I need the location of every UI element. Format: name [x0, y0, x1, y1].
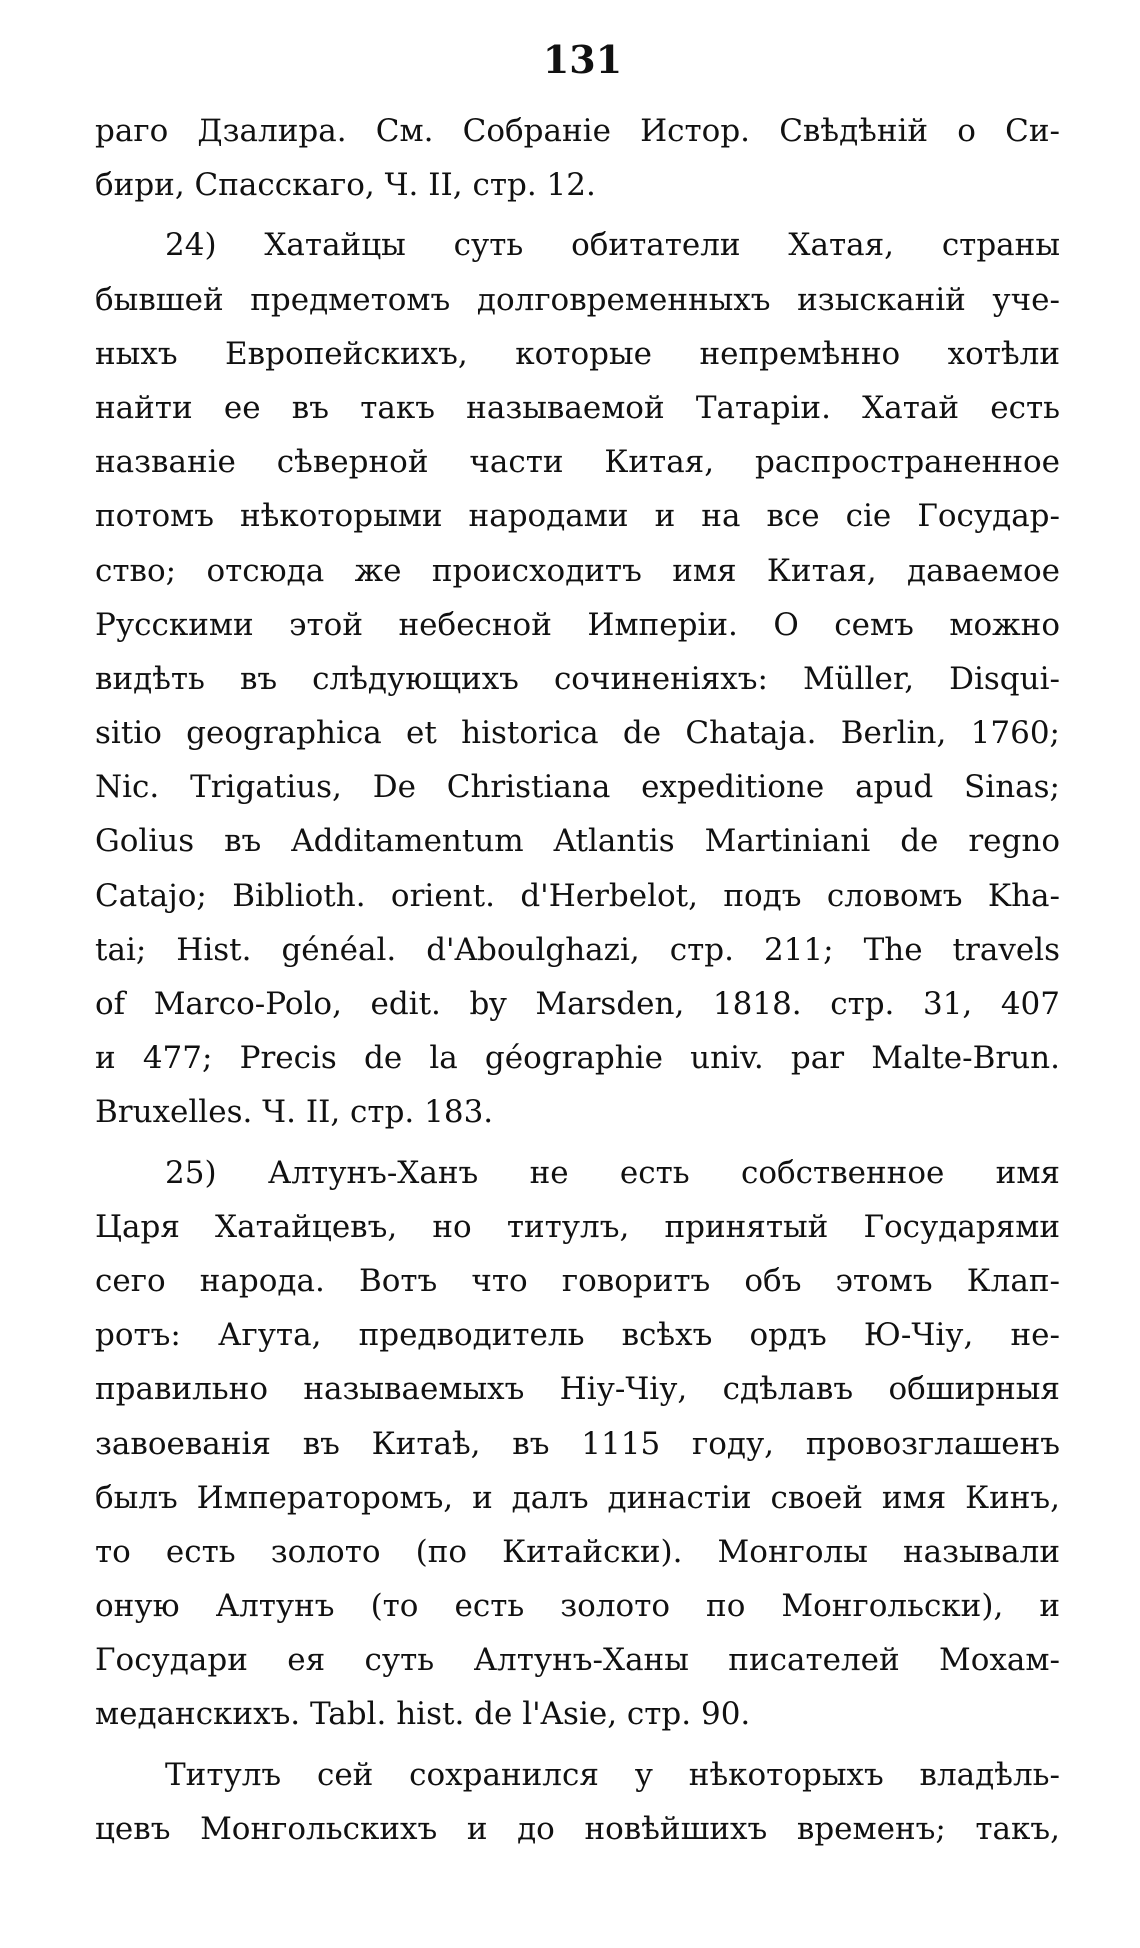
text-line: то есть золото (по Китайски). Монголы называли [95, 1533, 1060, 1570]
text-line: Царя Хатайцевъ, но титулъ, принятый Государями [95, 1208, 1060, 1245]
text-line: Nic. Trigatius, De Christiana expeditione apud Sinas; [95, 769, 1060, 806]
text-line: найти ее въ такъ называемой Татаріи. Хатай есть [95, 389, 1060, 426]
text-line: раго Дзалира. См. Собраніе Истор. Свѣдѣній о Си- [95, 113, 1060, 149]
text-line: Титулъ сей сохранился у нѣкоторыхъ владѣль- [165, 1756, 1060, 1793]
text-line: ныхъ Европейскихъ, которые непремѣнно хотѣли [95, 335, 1060, 372]
text-line: былъ Императоромъ, и далъ династіи своей имя Кинъ, [95, 1479, 1060, 1516]
text-line: Государи ея суть Алтунъ-Ханы писателей Мохам- [95, 1642, 1060, 1679]
text-line: Bruxelles. Ч. II, стр. 183. [95, 1094, 494, 1131]
text-line: Русскими этой небесной Имперіи. О семъ можно [95, 606, 1060, 643]
text-line: и 477; Precis de la géographie univ. par Malte-Brun. [95, 1040, 1060, 1077]
text-line: цевъ Монгольскихъ и до новѣйшихъ временъ; такъ, [95, 1810, 1060, 1847]
page-number: 131 [542, 37, 623, 82]
text-line: названіе сѣверной части Китая, распространенное [95, 444, 1060, 481]
text-line: Catajo; Biblioth. orient. d'Herbelot, подъ словомъ Kha- [95, 877, 1060, 914]
text-line: оную Алтунъ (то есть золото по Монгольски), и [95, 1588, 1060, 1625]
page-text [95, 104, 1060, 1856]
text-line: 25) Алтунъ-Ханъ не есть собственное имя [165, 1154, 1060, 1191]
text-line: of Marco-Polo, edit. by Marsden, 1818. стр. 31, 407 [95, 986, 1060, 1022]
text-line: завоеванія въ Китаѣ, въ 1115 году, провозглашенъ [95, 1425, 1060, 1462]
book-page [95, 34, 1060, 1856]
text-line: потомъ нѣкоторыми народами и на все сіе Государ- [95, 498, 1060, 535]
text-line: правильно называемыхъ Ніу-Чіу, сдѣлавъ обширныя [95, 1371, 1060, 1408]
text-line: sitio geographica et historica de Chataja. Berlin, 1760; [95, 715, 1060, 752]
text-line: меданскихъ. Tabl. hist. de l'Asie, стр. 90. [95, 1696, 751, 1733]
text-line: бири, Спасскаго, Ч. II, стр. 12. [95, 167, 596, 204]
text-line: tai; Hist. généal. d'Aboulghazi, стр. 211; The travels [95, 931, 1060, 968]
text-line: ротъ: Агута, предводитель всѣхъ ордъ Ю-Чіу, не- [95, 1317, 1060, 1354]
text-line: 24) Хатайцы суть обитатели Хатая, страны [165, 227, 1060, 264]
text-line: видѣть въ слѣдующихъ сочиненіяхъ: Müller, Disqui- [95, 660, 1060, 697]
text-line: ство; отсюда же происходитъ имя Китая, даваемое [95, 552, 1060, 589]
text-line: Golius въ Additamentum Atlantis Martiniani de regno [95, 823, 1060, 860]
text-line: бывшей предметомъ долговременныхъ изысканій уче- [95, 281, 1060, 318]
text-line: сего народа. Вотъ что говоритъ объ этомъ Клап- [95, 1262, 1060, 1299]
